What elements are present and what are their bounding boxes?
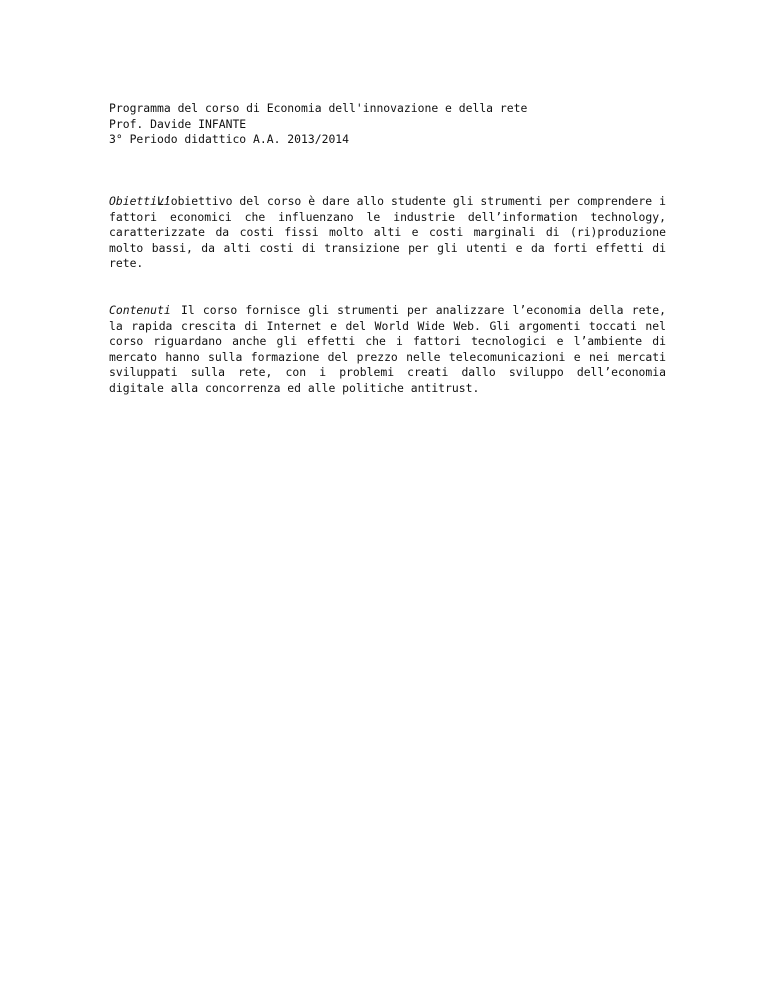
label-obiettivi: Obiettivi [109, 194, 171, 208]
course-title: Programma del corso di Economia dell'innovazione e della rete [109, 101, 528, 115]
section-obiettivi [109, 194, 666, 272]
label-contenuti: Contenuti [109, 303, 171, 317]
academic-period: 3° Periodo didattico A.A. 2013/2014 [109, 132, 350, 147]
professor-name: Prof. Davide INFANTE [109, 116, 247, 131]
text-contenuti: Il corso fornisce gli strumenti per analizzare l’economia della rete, la rapida crescita di Internet e del World Wide Web. Gli argomenti toccati nel corso riguardano anche gli effetti che i fattori tecnologici e l’ambiente di mercato hanno sulla formazione del prezzo nelle telecomunicazioni e nei mercati sviluppati sulla rete, con i problemi creati dallo sviluppo dell’economia digitale alla concorrenza ed alle politiche antitrust. [109, 303, 666, 395]
text-obiettivi: L’obiettivo del corso è dare allo studente gli strumenti per comprendere i fattori economici che influenzano le industrie dell’information technology, caratterizzate da costi fissi molto alti e costi marginali di (ri)produzione molto bassi, da alti costi di transizione per gli utenti e da forti effetti di rete. [109, 194, 666, 271]
document-header [109, 101, 669, 148]
section-contenuti [109, 303, 666, 397]
